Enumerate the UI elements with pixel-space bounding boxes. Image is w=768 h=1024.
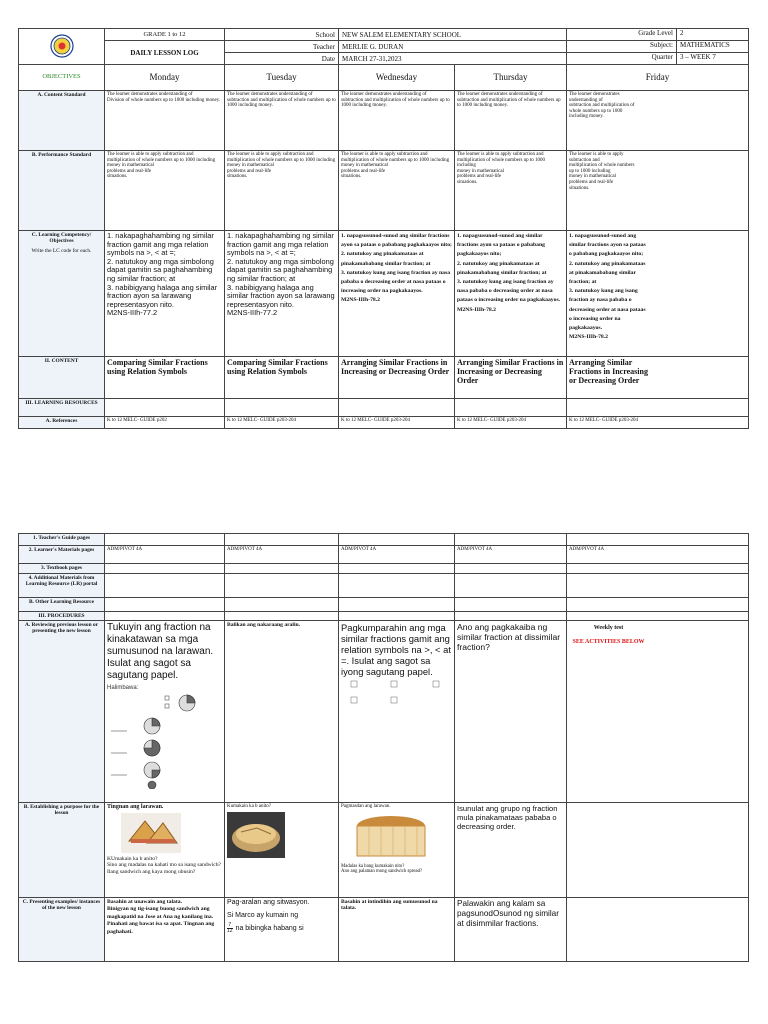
purpose-mon-questions: KUmakain ka b anito? Sino ang madalas na kahati mo sa isang sandwich? Ilang sandwich ang kaya mong ubusin? — [107, 856, 222, 875]
teachers-guide-label: 1. Teacher's Guide pages — [19, 534, 105, 546]
content-tue: Comparing Similar Fractions using Relation Symbols — [225, 357, 339, 399]
performance-standard-thu: The learner is able to apply subtraction and multiplication of whole numbers up to 1000 including money in mathematical problems and real-life situations. — [455, 151, 567, 231]
day-friday: Friday — [567, 65, 749, 91]
learners-materials-thu: ADM/PIVOT 4A — [455, 546, 567, 564]
see-activities-label: SEE ACTIVITIES BELOW — [572, 639, 645, 646]
content-wed: Arranging Similar Fractions in Increasing or Decreasing Order — [339, 357, 455, 399]
subject-value: MATHEMATICS — [680, 41, 730, 49]
learning-resources-label: III. LEARNING RESOURCES — [19, 399, 105, 417]
content-fri: Arranging Similar Fractions in Increasing or Decreasing Order — [567, 357, 749, 399]
school-label: School — [225, 29, 339, 41]
references-label: A. References — [19, 417, 105, 429]
purpose-tue-text: Kumakain ka b anito? — [227, 804, 272, 809]
day-tuesday: Tuesday — [225, 65, 339, 91]
objectives-heading: OBJECTIVES — [19, 65, 105, 91]
learners-materials-wed: ADM/PIVOT 4A — [339, 546, 455, 564]
reviewing-label: A. Reviewing previous lesson or presenting the new lesson — [19, 621, 105, 803]
bibingka-image — [227, 812, 285, 858]
lesson-log-table-top — [18, 28, 749, 65]
grade-level-value: 2 — [680, 29, 684, 37]
additional-materials-label: 4. Additional Materials from Learning Resource (LR) portal — [19, 574, 105, 598]
page-title: DAILY LESSON LOG — [105, 41, 225, 65]
presenting-thu: Palawakin ang kalam sa pagsunodOsunod ng similar at disimmilar fractions. — [455, 898, 567, 962]
other-resources-label: B. Other Learning Resource — [19, 598, 105, 612]
competency-fri: 1. napagsusunod-sunod ang similar fractions ayon sa pataas o pababang pagkakaayos nito; 2. natutukoy ang pinakamataas at pinakamababang similar fraction; at 3. natutukoy kung ang isang fraction ay nasa pababa o decreasing order at nasa pataas o increasing order na pagkakaayos. M2NS-IIIh-78.2 — [567, 231, 749, 357]
fraction-denominator: 12 — [227, 928, 233, 935]
learners-materials-fri: ADM/PIVOT 4A — [567, 546, 749, 564]
deped-logo-cell — [19, 29, 105, 65]
teacher-label: Teacher — [225, 41, 339, 53]
fraction-compare-icon — [341, 679, 449, 709]
references-fri: K to 12 MELC- GUIDE p203-204 — [567, 417, 749, 429]
weekly-test-label: Weekly test — [593, 625, 624, 631]
lesson-log-grid-top — [18, 64, 749, 429]
lesson-log-grid-bottom — [18, 533, 749, 962]
performance-standard-label: B. Performance Standard — [19, 151, 105, 231]
sandwich-image — [121, 813, 181, 853]
presenting-wed: Basahin at intindihin ang sumusunod na talata. — [339, 898, 455, 962]
quarter-value: 3 – WEEK 7 — [680, 53, 716, 61]
quarter-label: Quarter — [567, 53, 677, 64]
presenting-tue-text: Pag-aralan ang sitwasyon. — [227, 899, 310, 906]
presenting-mon: Basahin at unawain ang talata. Binigyan ng tig-isang buong sandwich ang magkapatid na Jose at Ana ng kanilang ina. Pinahati ang bawat isa sa apat. Tingnan ang paghahati. — [105, 898, 225, 962]
content-standard-mon: The learner demonstrates understanding of Division of whole numbers up to 1000 including money. — [105, 91, 225, 151]
competency-tue: 1. nakapaghahambing ng similar fraction gamit ang mga relation symbols na >, < at =; 2. natutukoy ang mga simbolong dapat gamitin sa paghahambing ng similar fraction; at 3. nabibigyang halaga ang similar fraction ayon sa larawang representasyon nito. M2NS-IIIh-77.2 — [225, 231, 339, 357]
school-value: NEW SALEM ELEMENTARY SCHOOL — [339, 29, 567, 41]
content-label: II. CONTENT — [19, 357, 105, 399]
presenting-tue-line2: na bibingka habang si — [235, 924, 304, 932]
content-standard-fri: The learner demonstrates understanding of subtraction and multiplication of whole numbers up to 1000 including money. — [567, 91, 749, 151]
procedures-label: III. PROCEDURES — [19, 612, 105, 621]
content-standard-thu: The learner demonstrates understanding of subtraction and multiplication of whole numbers up to 1000 including money. — [455, 91, 567, 151]
reviewing-wed-text: Pagkumparahin ang mga similar fractions gamit ang relation symbols na >, < at =. Isulat ang sagot sa iyong sagutang papel. — [341, 622, 451, 677]
competency-note: Write the LC code for each. — [31, 248, 92, 254]
reviewing-tue: Balikan ang nakaraang aralin. — [225, 621, 339, 803]
date-value: MARCH 27-31,2023 — [339, 53, 567, 65]
day-wednesday: Wednesday — [339, 65, 455, 91]
day-thursday: Thursday — [455, 65, 567, 91]
learners-materials-tue: ADM/PIVOT 4A — [225, 546, 339, 564]
fraction-numerator: 7 — [228, 921, 232, 928]
content-mon: Comparing Similar Fractions using Relation Symbols — [105, 357, 225, 399]
references-thu: K to 12 MELC- GUIDE p203-204 — [455, 417, 567, 429]
sliced-bread-image — [341, 812, 439, 864]
purpose-mon-text: Tingnan ang larawan. — [107, 804, 164, 810]
references-tue: K to 12 MELC- GUIDE p203-204 — [225, 417, 339, 429]
competency-thu: 1. napagsusunod-sunod ang similar fractions ayon sa pataas o pababang pagkakaayos nito; 2. natutukoy ang pinakamataas at pinakamababang similar fraction; at 3. natutukoy kung ang isang fraction ay nasa pababa o decreasing order at nasa pataas o increasing order na pagkakaayos. M2NS-IIIh-78.2 — [455, 231, 567, 357]
purpose-thu: Isunulat ang grupo ng fraction mula pinakamataas pababa o decreasing order. — [455, 803, 567, 898]
deped-seal-icon — [50, 34, 74, 58]
purpose-label: B. Establishing a purpose for the lesson — [19, 803, 105, 898]
subject-label: Subject: — [567, 41, 677, 52]
teacher-value: MERLIE G. DURAN — [339, 41, 567, 53]
purpose-wed-text: Pagmasdan ang larawan. — [341, 804, 391, 809]
purpose-wed-questions: Madalas ka bang kumakain nito? Ano ang palaman mong sandwich spread? — [341, 863, 423, 875]
date-label: Date — [225, 53, 339, 65]
competency-label: C. Learning Competency/ Objectives — [31, 232, 92, 244]
grade-level-label: Grade Level — [567, 29, 677, 40]
fraction-circles-icon — [107, 693, 217, 789]
references-mon: K to 12 MELC- GUIDE p202 — [105, 417, 225, 429]
day-monday: Monday — [105, 65, 225, 91]
performance-standard-tue: The learner is able to apply subtraction and multiplication of whole numbers up to 1000 including money in mathematical problems and real-life situations. — [225, 151, 339, 231]
competency-mon: 1. nakapaghahambing ng similar fraction gamit ang mga relation symbols na >, < at =; 2. natutukoy ang mga simbolong dapat gamitin sa paghahambing ng similar fraction; at 3. nabibigyang halaga ang similar fraction ayon sa larawang representasyon nito. M2NS-IIIh-77.2 — [105, 231, 225, 357]
grade-line: GRADE 1 to 12 — [105, 29, 225, 41]
learners-materials-label: 2. Learner's Materials pages — [19, 546, 105, 564]
presenting-tue-line: Si Marco ay kumain ng — [227, 912, 299, 920]
performance-standard-wed: The learner is able to apply subtraction and multiplication of whole numbers up to 1000 including money in mathematical problems and real-life situations. — [339, 151, 455, 231]
reviewing-thu: Ano ang pagkakaiba ng similar fraction at dissimilar fraction? — [455, 621, 567, 803]
content-standard-tue: The learner demonstrates understanding of subtraction and multiplication of whole numbers up to 1000 including money. — [225, 91, 339, 151]
performance-standard-fri: The learner is able to apply subtraction and multiplication of whole numbers up to 1000 including money in mathematical problems and real-life situations. — [567, 151, 749, 231]
content-standard-label: A. Content Standard — [19, 91, 105, 151]
performance-standard-mon: The learner is able to apply subtraction and multiplication of whole numbers up to 1000 including money in mathematical problems and real-life situations. — [105, 151, 225, 231]
competency-wed: 1. napagsusunod-sunod ang similar fractions ayon sa pataas o pababang pagkakaayos nito; 2. natutukoy ang pinakamataas at pinakamababang similar fraction; at 3. natutukoy kung ang isang fraction ay nasa pababa o decreasing order at nasa pataas o increasing order na pagkakaayos. M2NS-IIIh-78.2 — [339, 231, 455, 357]
presenting-label: C. Presenting examples/ instances of the new lesson — [19, 898, 105, 962]
textbook-label: 3. Textbook pages — [19, 564, 105, 574]
reviewing-mon-text: Tukuyin ang fraction na kinakatawan sa mga sumusunod na larawan. Isulat ang sagot sa sagutang papel. — [107, 622, 214, 681]
references-wed: K to 12 MELC- GUIDE p203-204 — [339, 417, 455, 429]
reviewing-mon-example: Halimbawa: — [107, 685, 139, 691]
content-thu: Arranging Similar Fractions in Increasing or Decreasing Order — [455, 357, 567, 399]
content-standard-wed: The learner demonstrates understanding of subtraction and multiplication of whole numbers up to 1000 including money. — [339, 91, 455, 151]
learners-materials-mon: ADM/PIVOT 4A — [105, 546, 225, 564]
